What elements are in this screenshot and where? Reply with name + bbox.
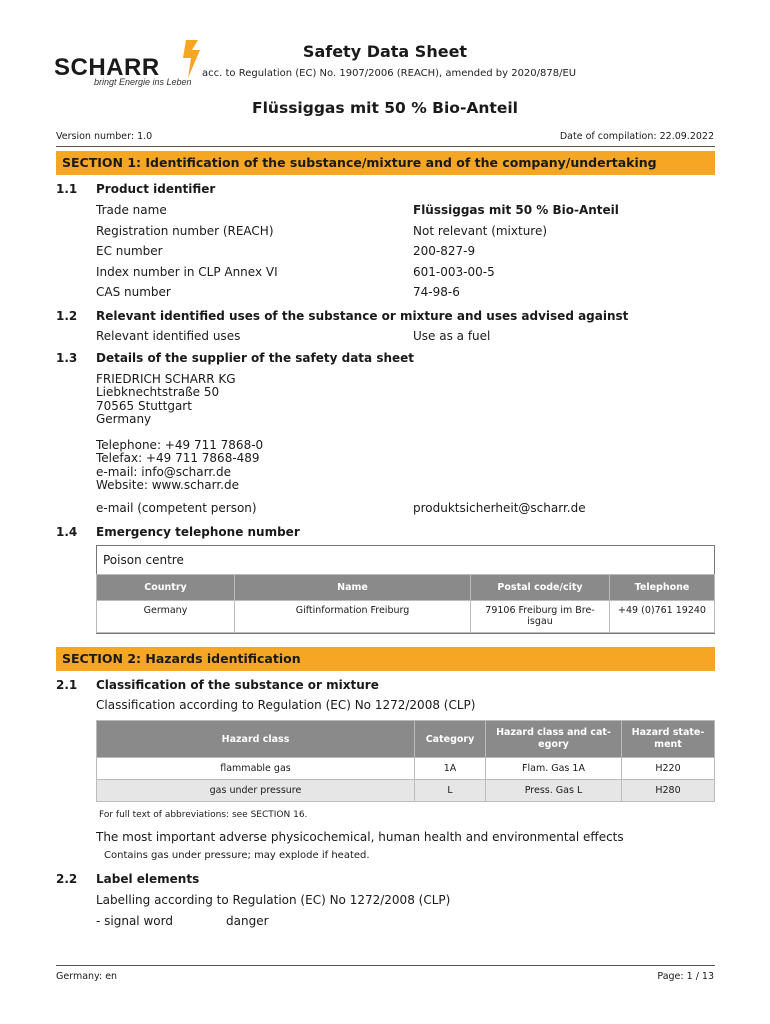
table-header-row: [97, 575, 715, 601]
subsection-number: 1.1: [56, 182, 78, 196]
cas-number-label: CAS number: [96, 285, 171, 299]
compilation-date: Date of compilation: 22.09.2022: [559, 131, 714, 142]
header-divider: [56, 146, 715, 147]
column-header: Name: [235, 575, 471, 601]
classification-subheading: Classification according to Regulation (EC) No 1272/2008 (CLP): [96, 698, 476, 712]
subsection-number: 2.2: [56, 872, 78, 886]
table-cell: Germany: [97, 601, 235, 633]
section-1-heading: SECTION 1: Identification of the substance/mixture and of the company/undertaking: [56, 151, 715, 175]
logo-tagline: bringt Energie ins Leben: [94, 77, 192, 87]
subsection-heading: Relevant identified uses of the substance or mixture and uses advised against: [96, 309, 629, 323]
signal-word-label: - signal word: [96, 914, 173, 928]
column-header: Hazard class: [97, 721, 415, 758]
trade-name-label: Trade name: [96, 203, 167, 217]
supplier-contact: Telephone: +49 711 7868-0 Telefax: +49 711 7868-489 e-mail: info@scharr.de Website: www.scharr.de: [96, 438, 264, 493]
supplier-address: FRIEDRICH SCHARR KG Liebknechtstraße 50 70565 Stuttgart Germany: [96, 372, 236, 427]
table-cell: H280: [622, 780, 715, 802]
poison-centre-box: [96, 545, 715, 634]
subsection-heading: Classification of the substance or mixture: [96, 678, 379, 692]
regulation-subtitle: acc. to Regulation (EC) No. 1907/2006 (REACH), amended by 2020/878/EU: [202, 68, 577, 79]
document-title: Safety Data Sheet: [302, 42, 468, 61]
table-cell: +49 (0)761 19240: [610, 601, 715, 633]
labelling-subheading: Labelling according to Regulation (EC) No 1272/2008 (CLP): [96, 893, 451, 907]
table-cell: flammable gas: [97, 758, 415, 780]
version-number: Version number: 1.0: [56, 131, 153, 142]
column-header: Category: [415, 721, 486, 758]
section-2-heading: SECTION 2: Hazards identification: [56, 647, 715, 671]
table-cell: Giftinformation Freiburg: [235, 601, 471, 633]
adverse-effects-heading: The most important adverse physicochemical, human health and environmental effects: [96, 830, 624, 844]
column-header: Country: [97, 575, 235, 601]
subsection-number: 1.4: [56, 525, 78, 539]
table-cell: 79106 Freiburg im Bre- isgau: [471, 601, 610, 633]
cas-number-value: 74-98-6: [413, 285, 460, 299]
column-header: Hazard state- ment: [622, 721, 715, 758]
table-row: [97, 601, 715, 633]
uses-label: Relevant identified uses: [96, 329, 241, 343]
poison-centre-title: Poison centre: [103, 553, 184, 567]
index-number-label: Index number in CLP Annex VI: [96, 265, 278, 279]
table-header-row: [97, 721, 715, 758]
table-cell: gas under pressure: [97, 780, 415, 802]
column-header: Postal code/city: [471, 575, 610, 601]
ec-number-label: EC number: [96, 244, 163, 258]
table-cell: 1A: [415, 758, 486, 780]
registration-label: Registration number (REACH): [96, 224, 274, 238]
logo-wordmark: SCHARR: [54, 54, 160, 81]
ec-number-value: 200-827-9: [413, 244, 476, 258]
competent-person-label: e-mail (competent person): [96, 501, 257, 515]
footer-divider: [56, 965, 715, 966]
signal-word-value: danger: [226, 914, 269, 928]
table-cell: L: [415, 780, 486, 802]
table-row: [97, 780, 715, 802]
competent-person-email: produktsicherheit@scharr.de: [413, 501, 586, 515]
subsection-heading: Emergency telephone number: [96, 525, 300, 539]
column-header: Hazard class and cat- egory: [486, 721, 622, 758]
trade-name-value: Flüssiggas mit 50 % Bio-Anteil: [413, 203, 619, 217]
index-number-value: 601-003-00-5: [413, 265, 495, 279]
table-cell: H220: [622, 758, 715, 780]
poison-centre-table: [96, 574, 715, 633]
adverse-effects-text: Contains gas under pressure; may explode if heated.: [104, 850, 370, 861]
table-row: [97, 758, 715, 780]
product-title: Flüssiggas mit 50 % Bio-Anteil: [252, 99, 518, 117]
subsection-heading: Details of the supplier of the safety data sheet: [96, 351, 415, 365]
subsection-number: 1.3: [56, 351, 78, 365]
uses-value: Use as a fuel: [413, 329, 491, 343]
subsection-number: 2.1: [56, 678, 78, 692]
registration-value: Not relevant (mixture): [413, 224, 548, 238]
column-header: Telephone: [610, 575, 715, 601]
abbreviations-note: For full text of abbreviations: see SECTION 16.: [99, 810, 308, 820]
hazard-table: [96, 720, 715, 802]
subsection-heading: Product identifier: [96, 182, 216, 196]
footer-country-language: Germany: en: [56, 971, 118, 982]
subsection-heading: Label elements: [96, 872, 200, 886]
page-number: Page: 1 / 13: [657, 971, 714, 982]
table-cell: Press. Gas L: [486, 780, 622, 802]
table-cell: Flam. Gas 1A: [486, 758, 622, 780]
subsection-number: 1.2: [56, 309, 78, 323]
